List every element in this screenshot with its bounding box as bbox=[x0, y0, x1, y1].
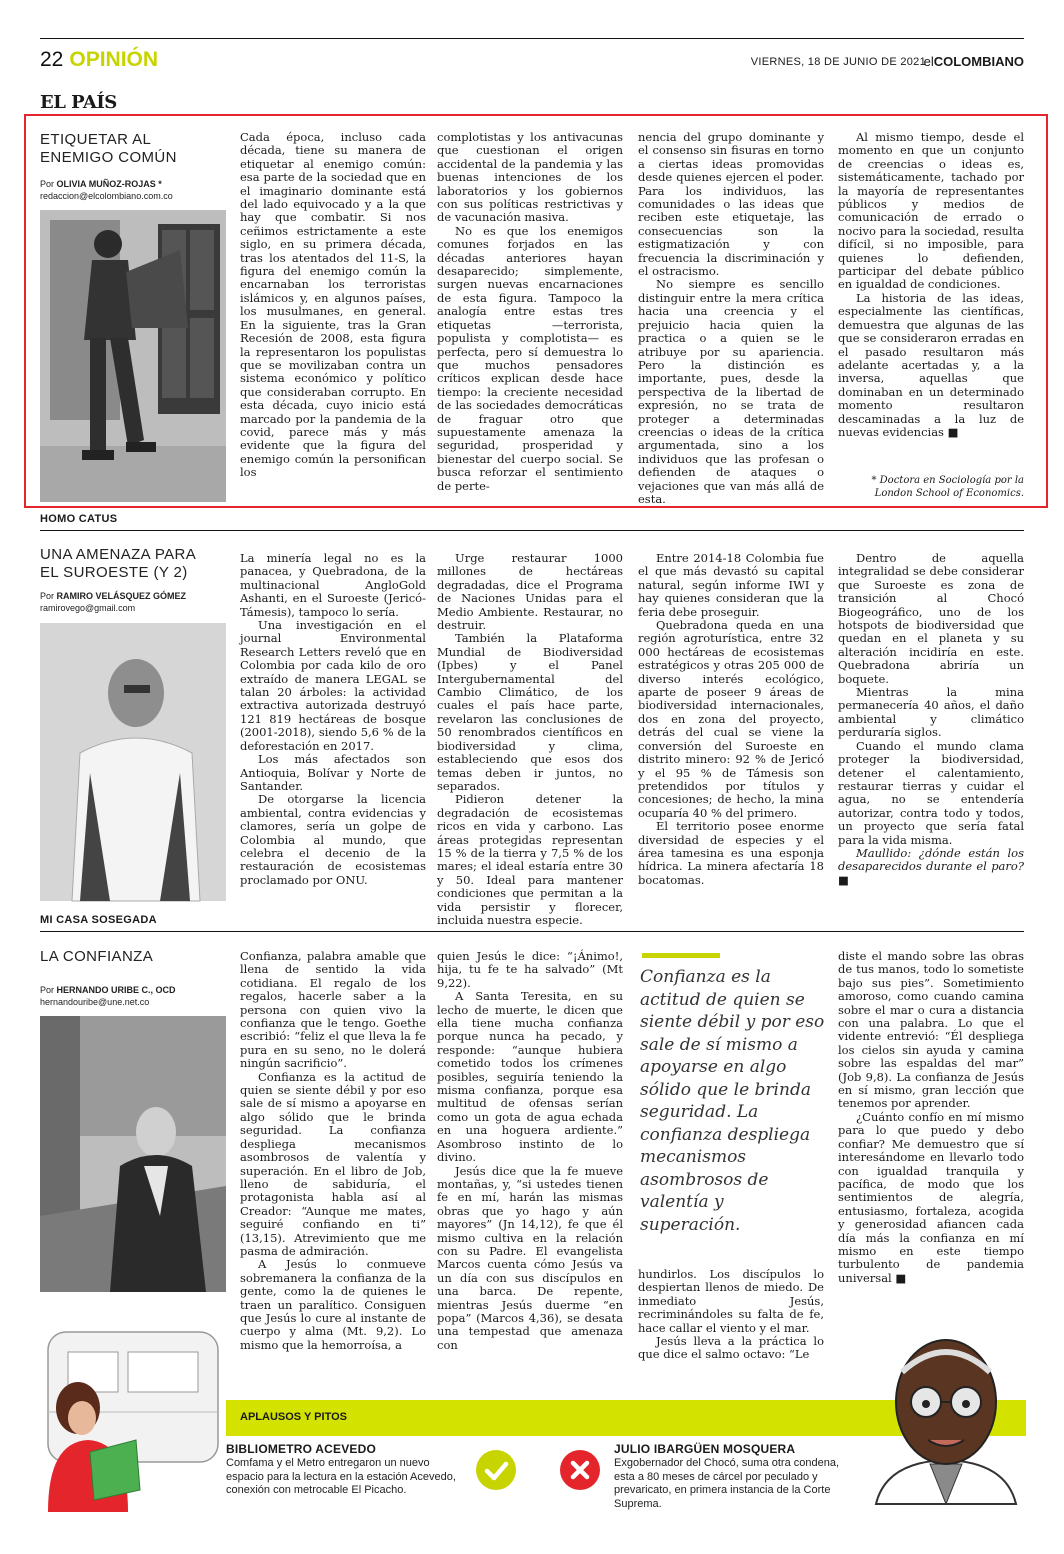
pullquote-accent bbox=[642, 953, 720, 958]
article1-byline: Por OLIVIA MUÑOZ-ROJAS * redaccion@elcolombiano.com.co bbox=[40, 178, 230, 202]
article3-column-2: quien Jesús le dice: “¡Ánimo!, hija, tu fe te ha salvado” (Mt 9,22). A Santa Teresita, en su lecho de muerte, le dicen que ella tiene mucha confianza porque nunca ha pecado, y responde: “aunque hubiera cometido todos los crímenes posibles, seguiría teniendo la misma confianza, porque esa multitud de ofensas serían como un gota de agua echada en una hoguera ardiente.” Asombroso instinto de lo divino. Jesús dice que la fe mueve montañas, y, “si ustedes tienen fe en mí, harán las mismas obras que yo hago y aún mayores” (Jn 14,12), fe que él mismo cultiva en la relación con su Padre. El evangelista Marcos cuenta cómo Jesús va un día con sus discípulos en una barca. De repente, mientras Jesús duerme “en popa” (Marcos 4,36), se desata una tempestad que amenaza con bbox=[437, 949, 623, 1352]
article3-column-3: hundirlos. Los discípulos lo despiertan llenos de miedo. De inmediato Jesús, recriminándoles su falta de fe, hace callar el viento y el mar. Jesús lleva a la práctica lo que dice el salmo octavo: “Le bbox=[638, 1267, 824, 1362]
article3-section: MI CASA SOSEGADA bbox=[40, 914, 157, 926]
section-rule bbox=[40, 931, 1024, 932]
page-number: 22 bbox=[40, 48, 64, 71]
article1-footnote: * Doctora en Sociología por la London School of Economics. bbox=[871, 475, 1024, 499]
header-rule bbox=[40, 38, 1024, 39]
check-icon bbox=[476, 1450, 516, 1490]
x-icon bbox=[560, 1450, 600, 1490]
article1-email: redaccion@elcolombiano.com.co bbox=[40, 191, 173, 201]
article2-section: HOMO CATUS bbox=[40, 513, 118, 525]
article3-column-1: Confianza, palabra amable que llena de sentido la vida cotidiana. El regalo de los regalos, hacerle saber a la persona con quien vivo la confianza que le tengo. Goethe escribió: “feliz el que lleva la fe pura en su seno, no le dolerá ningún sacrificio”. Confianza es la actitud de quien se siente débil y por eso sale de sí mismo a apoyarse en algo sólido que le brinda seguridad. La confianza despliega mecanismos asombrosos de valentía y superación. En el libro de Job, lleno de sabiduría, el protagonista habla así al Creador: “Aunque me mates, seguiré confiando en ti” (13,15). Atrevimiento que me pasma de admiración. A Jesús lo conmueve sobremanera la confianza de la gente, como la de quienes le traen un paralítico. Consiguen que Jesús lo cure al instante de cuerpo y alma (Mt. 9,2). Lo mismo que la hemorroísa, a bbox=[240, 949, 426, 1352]
statue-reading-photo bbox=[40, 210, 226, 502]
pullquote: Confianza es la actitud de quien se siente débil y por eso sale de sí mismo a apoyarse en algo sólido que le brinda seguridad. La confianza despliega mecanismos asombrosos de valentía y superación. bbox=[640, 967, 825, 1235]
section-name: OPINIÓN bbox=[69, 48, 159, 71]
article3-column-4: diste el mando sobre las obras de tus manos, todo lo sometiste bajo sus pies”. Sometimiento amoroso, como cuando camina sobre el mar o cura a distancia con una palabra. Lo que el vidente entrevió: “Él despliega los cielos sin ayuda y camina sobre las espaldas del mar” (Job 9,8). La confianza de Jesús en sí mismo, gran lección que tenemos por aprender. ¿Cuánto confío en mí mismo para lo que puedo y debo confiar? Me demuestro que sí interesándome en llevarlo todo con igualdad tranquila y pacífica, de modo que los sentimientos de alegría, entusiasmo, fortaleza, acogida y generosidad afiancen cada día más la confianza en mí mismo en este tiempo turbulento de pandemia universal ■ bbox=[838, 949, 1024, 1285]
issue-date: VIERNES, 18 DE JUNIO DE 2021 bbox=[750, 56, 926, 68]
author-seated-photo bbox=[40, 1016, 226, 1292]
article1-column-1: Cada época, incluso cada década, tiene su manera de etiquetar al enemigo común: esa parte de la sociedad que en el imaginario dominante está del lado equivocado y a la que hay que combatir. Si nos ceñimos estrictamente a este siglo, en su primera década, tras los atentados del 11-S, la figura del enemigo común la encarnaban los terroristas islámicos y, en algunos países, los musulmanes, en general. En la siguiente, tras la Gran Recesión de 2008, esta figura la representaron los populistas que se movilizaban contra un sistema económico y político que consideraban corrupto. En esta década, cuyo inicio está marcado por la pandemia de la covid, parece más y más evidente que la figura del enemigo común la personifican los bbox=[240, 130, 426, 480]
article2-byline: Por RAMIRO VELÁSQUEZ GÓMEZ ramirovego@gmail.com bbox=[40, 590, 230, 614]
author-portrait-photo bbox=[40, 623, 226, 901]
article2-column-4: Dentro de aquella integralidad se debe considerar que Suroeste es zona de transición al Chocó Biogeográfico, uno de los hotspots de biodiversidad que quedan en el planeta y su alteración incidiría en este. Quebradona abriría un boquete. Mientras la mina permanecería 40 años, el daño ambiental y climático perduraría siglos. Cuando el mundo clama proteger la biodiversidad, detener el calentamiento, restaurar tierras y cuidar el agua, no se entendería autorizar, contra todo y todos, un proyecto que sería fatal para la vida misma. Maullido: ¿dónde están los desaparecidos durante el paro? ■ bbox=[838, 551, 1024, 887]
brand-logo: elCOLOMBIANO bbox=[923, 54, 1024, 69]
article3-title: LA CONFIANZA bbox=[40, 948, 154, 965]
source-label: EL PAÍS bbox=[40, 92, 117, 113]
positive-text: Comfama y el Metro entregaron un nuevo espacio para la lectura en la estación Acevedo, conexión con metrocable El Picacho. bbox=[226, 1457, 456, 1496]
section-rule bbox=[40, 530, 1024, 531]
article3-byline: Por HERNANDO URIBE C., OCD hernandouribe@une.net.co bbox=[40, 984, 230, 1008]
article1-column-3: nencia del grupo dominante y el consenso sin fisuras en torno a ciertas ideas promovidas desde quienes ejercen el poder. Para los individuos, las comunidades o las ideas que reciben este etiquetaje, las consecuencias son la estigmatización y con frecuencia la discriminación y el ostracismo. No siempre es sencillo distinguir entre la mera crítica hacia una creencia y el prejuicio hacia quien la practica o a quien se le atribuye por su apariencia. Pero la distinción es importante, pues, desde la perspectiva de la libertad de expresión, no se trata de proteger a determinadas creencias o ideas de la crítica argumentada, sino a los individuos que las profesan o defienden de ataques o vejaciones que van más allá de esta. bbox=[638, 130, 824, 506]
negative-headline: JULIO IBARGÜEN MOSQUERA bbox=[614, 1442, 796, 1456]
negative-text: Exgobernador del Chocó, suma otra condena, esta a 80 meses de cárcel por peculado y prevaricato, en primera instancia de la Corte Suprema. bbox=[614, 1457, 840, 1510]
article1-column-2: complotistas y los antivacunas que cuestionan el origen accidental de la pandemia y las buenas intenciones de los laboratorios y los gobiernos con sus políticas restrictivas y de vacunación masiva. No es que los enemigos comunes forjados en las décadas anteriores hayan desaparecido; simplemente, surgen nuevas encarnaciones de esta figura. Tampoco la analogía entre estas tres etiquetas —terrorista, populista y complotista— es perfecta, pero sí demuestra lo que muchos pensadores críticos explican desde hace tiempo: la creciente necesidad de las sociedades democráticas de fraguar otro que supuestamente amenaza la seguridad, prosperidad y bienestar del cuerpo social. Se busca reforzar el sentimiento de perte- bbox=[437, 130, 623, 493]
article3-email: hernandouribe@une.net.co bbox=[40, 997, 150, 1007]
article2-title: UNA AMENAZA PARA EL SUROESTE (Y 2) bbox=[40, 546, 197, 581]
positive-headline: BIBLIOMETRO ACEVEDO bbox=[226, 1442, 377, 1456]
article2-email: ramirovego@gmail.com bbox=[40, 603, 136, 613]
man-caricature-illustration bbox=[866, 1332, 1026, 1504]
aplausos-title: APLAUSOS Y PITOS bbox=[240, 1411, 347, 1423]
woman-reading-metro-illustration bbox=[28, 1322, 228, 1512]
article2-column-2: Urge restaurar 1000 millones de hectáreas degradadas, dice el Programa de Naciones Unidas para el Medio Ambiente. Restaurar, no destruir. También la Plataforma Mundial de Biodiversidad (Ipbes) y el Panel Intergubernamental del Cambio Climático, de los cuales el país hace parte, revelaron las conclusiones de 50 renombrados científicos en biodiversidad y clima, estableciendo que esos dos temas deben ir juntos, no separados. Pidieron detener la degradación de ecosistemas ricos en vida y carbono. Las áreas protegidas representan 15 % de la tierra y 7,5 % de los mares; el ideal estaría entre 30 y 50. Ideal para mantener condiciones que permitan a la vida persistir y florecer, incluida nuestra especie. bbox=[437, 551, 623, 927]
page-header bbox=[40, 48, 158, 72]
article2-column-3: Entre 2014-18 Colombia fue el que más devastó su capital natural, según informe IWI y hay quienes consideran que la feria debe proseguir. Quebradona queda en una región agroturística, entre 32 000 hectáreas de ecosistemas estratégicos y otras 205 000 de diverso interés ecológico, aparte de poseer 9 áreas de biodiversidad internacionales, dos en zona del proyecto, detrás del cual se viene la conversión del Suroeste en distrito minero: 92 % de Jericó y el 95 % de Támesis son pretendidos por títulos y concesiones; de hecho, la mina ocuparía 40 % del primero. El territorio posee enorme diversidad de especies y el área tamesina es una esponja hídrica. La minera afectaría 18 bocatomas. bbox=[638, 551, 824, 887]
article1-column-4: Al mismo tiempo, desde el momento en que un conjunto de creencias o ideas es, sistemáticamente, tachado por la mayoría de representantes públicos y medios de comunicación de errado o nocivo para la sociedad, resulta difícil, si no imposible, para quienes lo defienden, participar del debate público en igualdad de condiciones. La historia de las ideas, especialmente las científicas, demuestra que algunas de las que se consideraron erradas en el pasado resultaron más adelante acertadas y, a la inversa, aquellas que dominaban en un determinado momento resultaron descaminadas a la luz de nuevas evidencias ■ bbox=[838, 130, 1024, 439]
article1-title: ETIQUETAR AL ENEMIGO COMÚN bbox=[40, 131, 177, 166]
article2-column-1: La minería legal no es la panacea, y Quebradona, de la multinacional AngloGold Ashanti, en el Suroeste (Jericó-Támesis), tampoco lo sería. Una investigación en el journal Environmental Research Letters reveló que en Colombia por cada kilo de oro extraído de manera LEGAL se talan 20 árboles: la actividad extractiva autorizada destruyó 121 819 hectáreas de bosque (2001-2018), siendo 5,6 % de la deforestación en 2017. Los más afectados son Antioquia, Bolívar y Norte de Santander. De otorgarse la licencia ambiental, contra evidencias y clamores, sería un golpe de Colombia al mundo, que celebra el decenio de la restauración de ecosistemas proclamado por ONU. bbox=[240, 551, 426, 887]
